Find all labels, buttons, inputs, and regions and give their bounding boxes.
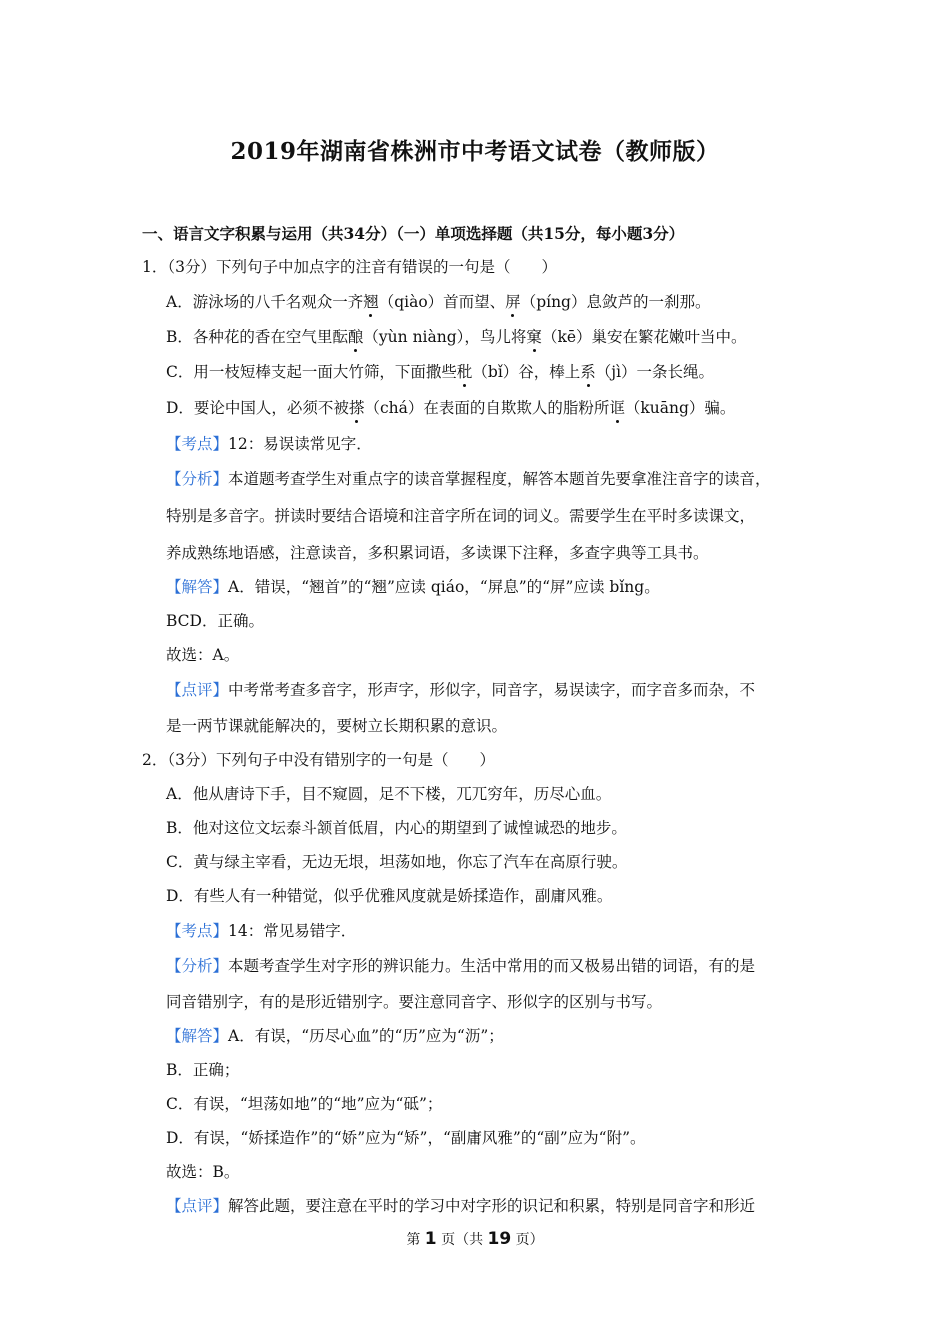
- fenxi-tag: 【分析】: [166, 470, 229, 488]
- page-number: 1: [424, 1229, 437, 1249]
- emphasis-char: 系: [580, 363, 596, 381]
- jieda-tag: 【解答】: [166, 578, 229, 596]
- question-2-option-b: B．他对这位文坛泰斗颔首低眉，内心的期望到了诚惶诚恐的地步。: [166, 819, 627, 837]
- dianping-tag: 【点评】: [166, 681, 229, 699]
- question-2-kaodian: 【考点】14：常见易错字．: [166, 922, 357, 940]
- question-1-stem: 1．（3分）下列句子中加点字的注音有错误的一句是（ ）: [142, 258, 557, 276]
- question-2-fenxi: 【分析】本题考查学生对字形的辨识能力。生活中常用的而又极易出错的词语，有的是: [166, 957, 756, 975]
- section-heading: 一、语言文字积累与运用（共34分）（一）单项选择题（共15分，每小题3分）: [142, 224, 685, 243]
- question-2-fenxi-line: 同音错别字，有的是形近错别字。要注意同音字、形似字的区别与书写。: [166, 993, 663, 1011]
- document-title: 2019年湖南省株洲市中考语文试卷（教师版）: [230, 138, 720, 165]
- question-1-option-c: C．用一枝短棒支起一面大竹筛，下面撒些秕（bǐ）谷，棒上系（jì）一条长绳。: [166, 363, 715, 381]
- question-1-option-b: B．各种花的香在空气里酝酿（yùn niàng），鸟儿将窠（kē）巢安在繁花嫩叶当中。: [166, 328, 747, 346]
- question-2-option-c: C．黄与绿主宰看，无边无垠，坦荡如地，你忘了汽车在高原行驶。: [166, 853, 628, 871]
- emphasis-char: 秕: [456, 363, 473, 381]
- question-2-jieda-line: C．有误，“坦荡如地”的“地”应为“砥”；: [166, 1095, 443, 1113]
- emphasis-char: 酿: [347, 328, 364, 346]
- question-1-answer: 故选：A。: [166, 646, 240, 664]
- question-2-dianping: 【点评】解答此题，要注意在平时的学习中对字形的识记和积累，特别是同音字和形近: [166, 1197, 756, 1215]
- dianping-tag: 【点评】: [166, 1197, 229, 1215]
- question-2-stem: 2．（3分）下列句子中没有错别字的一句是（ ）: [142, 751, 495, 769]
- fenxi-tag: 【分析】: [166, 957, 229, 975]
- question-1-fenxi-line: 特别是多音字。拼读时要结合语境和注音字所在词的词义。需要学生在平时多读课文，: [166, 507, 756, 525]
- question-1-fenxi-line: 养成熟练地语感，注意读音，多积累词语，多读课下注释，多查字典等工具书。: [166, 544, 709, 562]
- emphasis-char: 搽: [348, 399, 365, 417]
- question-1-dianping: 【点评】中考常考查多音字，形声字，形似字，同音字，易误读字，而字音多而杂，不: [166, 681, 756, 699]
- page-total: 19: [487, 1229, 512, 1249]
- question-1-kaodian: 【考点】12：易误读常见字．: [166, 435, 372, 453]
- question-1-dianping-line: 是一两节课就能解决的，要树立长期积累的意识。: [166, 717, 508, 735]
- question-2-option-a: A．他从唐诗下手，目不窥圆，足不下楼，兀兀穷年，历尽心血。: [166, 785, 612, 803]
- kaodian-tag: 【考点】: [166, 435, 229, 453]
- emphasis-char: 窠: [526, 328, 542, 346]
- page-footer: 第 1 页（共 19 页）: [406, 1229, 544, 1249]
- emphasis-char: 诓: [609, 399, 625, 417]
- question-1-jieda: 【解答】A．错误，“翘首”的“翘”应读 qiáo，“屏息”的“屏”应读 bǐng。: [166, 578, 660, 596]
- question-2-jieda-line: B．正确；: [166, 1061, 240, 1079]
- question-2-answer: 故选：B。: [166, 1163, 240, 1181]
- question-1-fenxi: 【分析】本道题考查学生对重点字的读音掌握程度，解答本题首先要拿准注音字的读音，: [166, 470, 771, 488]
- question-2-jieda-line: D．有误，“娇揉造作”的“娇”应为“矫”，“副庸风雅”的“副”应为“附”。: [166, 1129, 646, 1147]
- question-2-option-d: D．有些人有一种错觉，似乎优雅风度就是娇揉造作，副庸风雅。: [166, 887, 613, 905]
- question-1-jieda-line: BCD．正确。: [166, 612, 264, 630]
- question-1-option-a: A．游泳场的八千名观众一齐翘（qiào）首而望、屏（píng）息敛芦的一刹那。: [166, 293, 711, 311]
- question-2-jieda: 【解答】A．有误，“历尽心血”的“历”应为“沥”；: [166, 1027, 504, 1045]
- emphasis-char: 翘: [363, 293, 379, 311]
- kaodian-tag: 【考点】: [166, 922, 229, 940]
- question-1-option-d: D．要论中国人，必须不被搽（chá）在表面的自欺欺人的脂粉所诓（kuāng）骗。: [166, 399, 736, 417]
- jieda-tag: 【解答】: [166, 1027, 229, 1045]
- emphasis-char: 屏: [505, 293, 521, 311]
